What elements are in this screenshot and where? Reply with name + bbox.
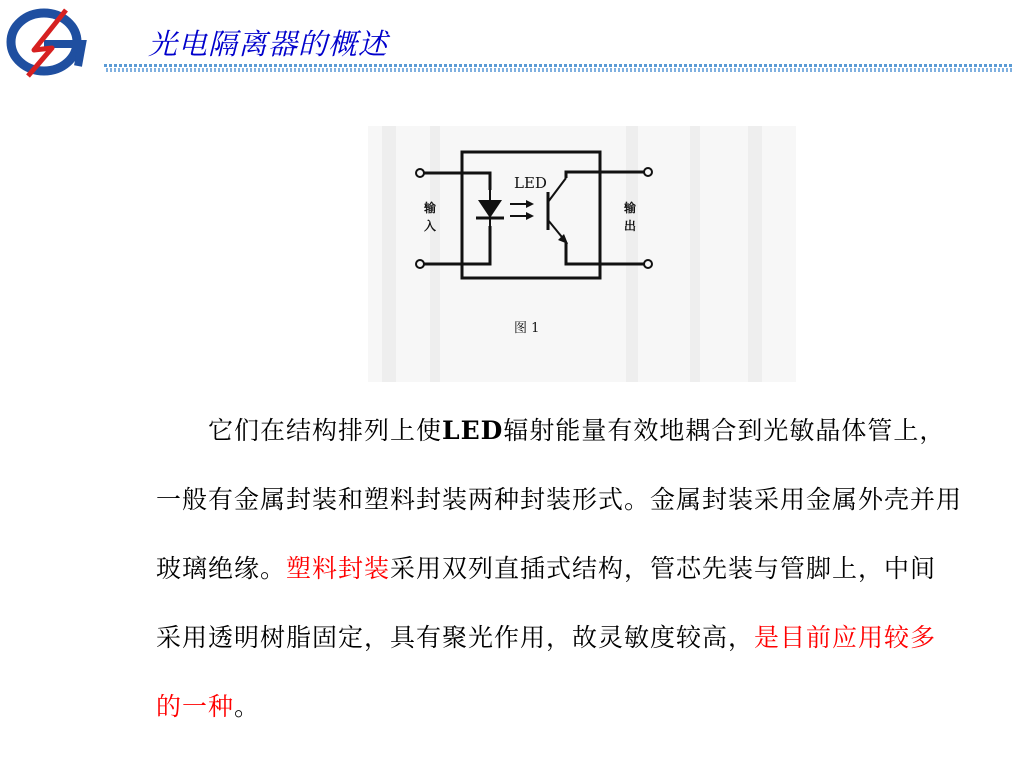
text-segment: 。 bbox=[234, 692, 261, 721]
figure-caption: 图 1 bbox=[514, 321, 540, 336]
highlight-plastic-package: 塑料封装 bbox=[286, 554, 391, 583]
highlight-most-common: 是目前应用较多的一种 bbox=[156, 623, 937, 721]
title-divider bbox=[104, 64, 1012, 72]
input-label-2: 入 bbox=[424, 219, 437, 233]
page-title: 光电隔离器的概述 bbox=[148, 27, 389, 61]
company-logo-icon bbox=[4, 4, 96, 78]
led-term: LED bbox=[442, 416, 504, 445]
text-segment: 它们在结构排列上使 bbox=[208, 416, 443, 445]
output-label-1: 输 bbox=[624, 201, 637, 215]
optocoupler-diagram bbox=[368, 126, 796, 382]
led-label: LED bbox=[514, 174, 547, 192]
output-label-2: 出 bbox=[624, 219, 637, 233]
text-segment: 采用双列直插式结构，管芯先装与管脚上，中间采用透明树脂固定，具有聚光作用，故灵敏度较高， bbox=[156, 554, 937, 652]
description-paragraph bbox=[156, 396, 962, 741]
text-segment: 辐射能量有效地耦合到光敏晶体管上，一般有金属封装和塑料封装两种封装形式。金属封装采用金属外壳并用玻璃绝缘。 bbox=[156, 416, 963, 583]
input-label-1: 输 bbox=[424, 201, 437, 215]
